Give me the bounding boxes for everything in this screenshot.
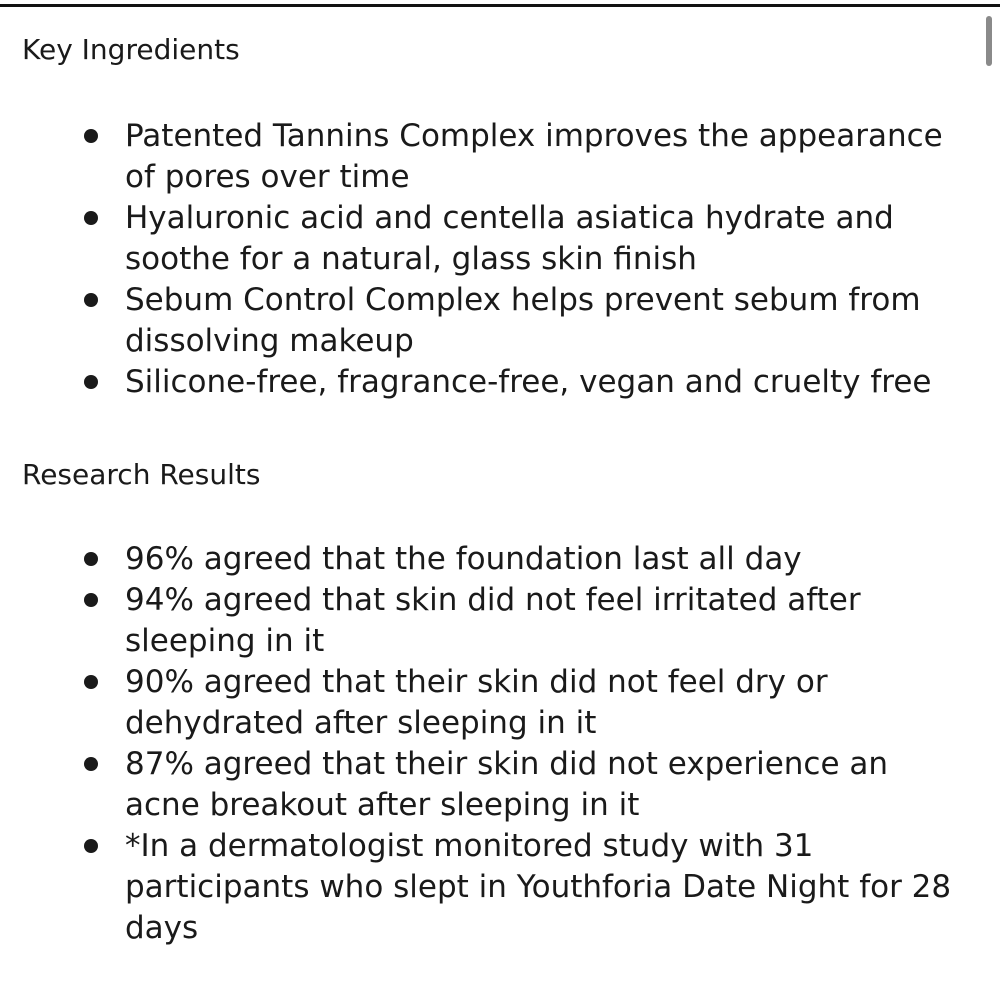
bullet-icon (84, 839, 98, 853)
scrollbar-thumb[interactable] (986, 16, 992, 66)
key-ingredients-heading: Key Ingredients (22, 33, 240, 66)
bullet-icon (84, 293, 98, 307)
list-item-text: Silicone-free, fragrance-free, vegan and cruelty free (125, 364, 932, 400)
list-item-text: *In a dermatologist monitored study with 31 participants who slept in Youthforia Date Night for 28 days (125, 828, 952, 946)
list-item-text: 94% agreed that skin did not feel irritated after sleeping in it (125, 582, 861, 659)
list-item (22, 362, 952, 403)
bullet-icon (84, 211, 98, 225)
list-item (22, 662, 952, 744)
list-item-text: Patented Tannins Complex improves the appearance of pores over time (125, 118, 943, 195)
list-item (22, 580, 952, 662)
list-item-text: 96% agreed that the foundation last all day (125, 541, 802, 577)
list-item-text: 90% agreed that their skin did not feel dry or dehydrated after sleeping in it (125, 664, 828, 741)
list-item-text: 87% agreed that their skin did not experience an acne breakout after sleeping in it (125, 746, 889, 823)
list-item (22, 826, 952, 949)
list-item-text: Hyaluronic acid and centella asiatica hydrate and soothe for a natural, glass skin finish (125, 200, 894, 277)
top-divider (0, 4, 1000, 7)
bullet-icon (84, 129, 98, 143)
list-item-text: Sebum Control Complex helps prevent sebum from dissolving makeup (125, 282, 921, 359)
list-item (22, 116, 952, 198)
bullet-icon (84, 757, 98, 771)
research-results-list (22, 539, 952, 949)
list-item (22, 539, 952, 580)
list-item (22, 280, 952, 362)
bullet-icon (84, 675, 98, 689)
bullet-icon (84, 375, 98, 389)
product-details-panel (22, 28, 952, 949)
list-item (22, 744, 952, 826)
bullet-icon (84, 552, 98, 566)
list-item (22, 198, 952, 280)
key-ingredients-list (22, 116, 952, 403)
bullet-icon (84, 593, 98, 607)
research-results-heading: Research Results (22, 458, 261, 491)
